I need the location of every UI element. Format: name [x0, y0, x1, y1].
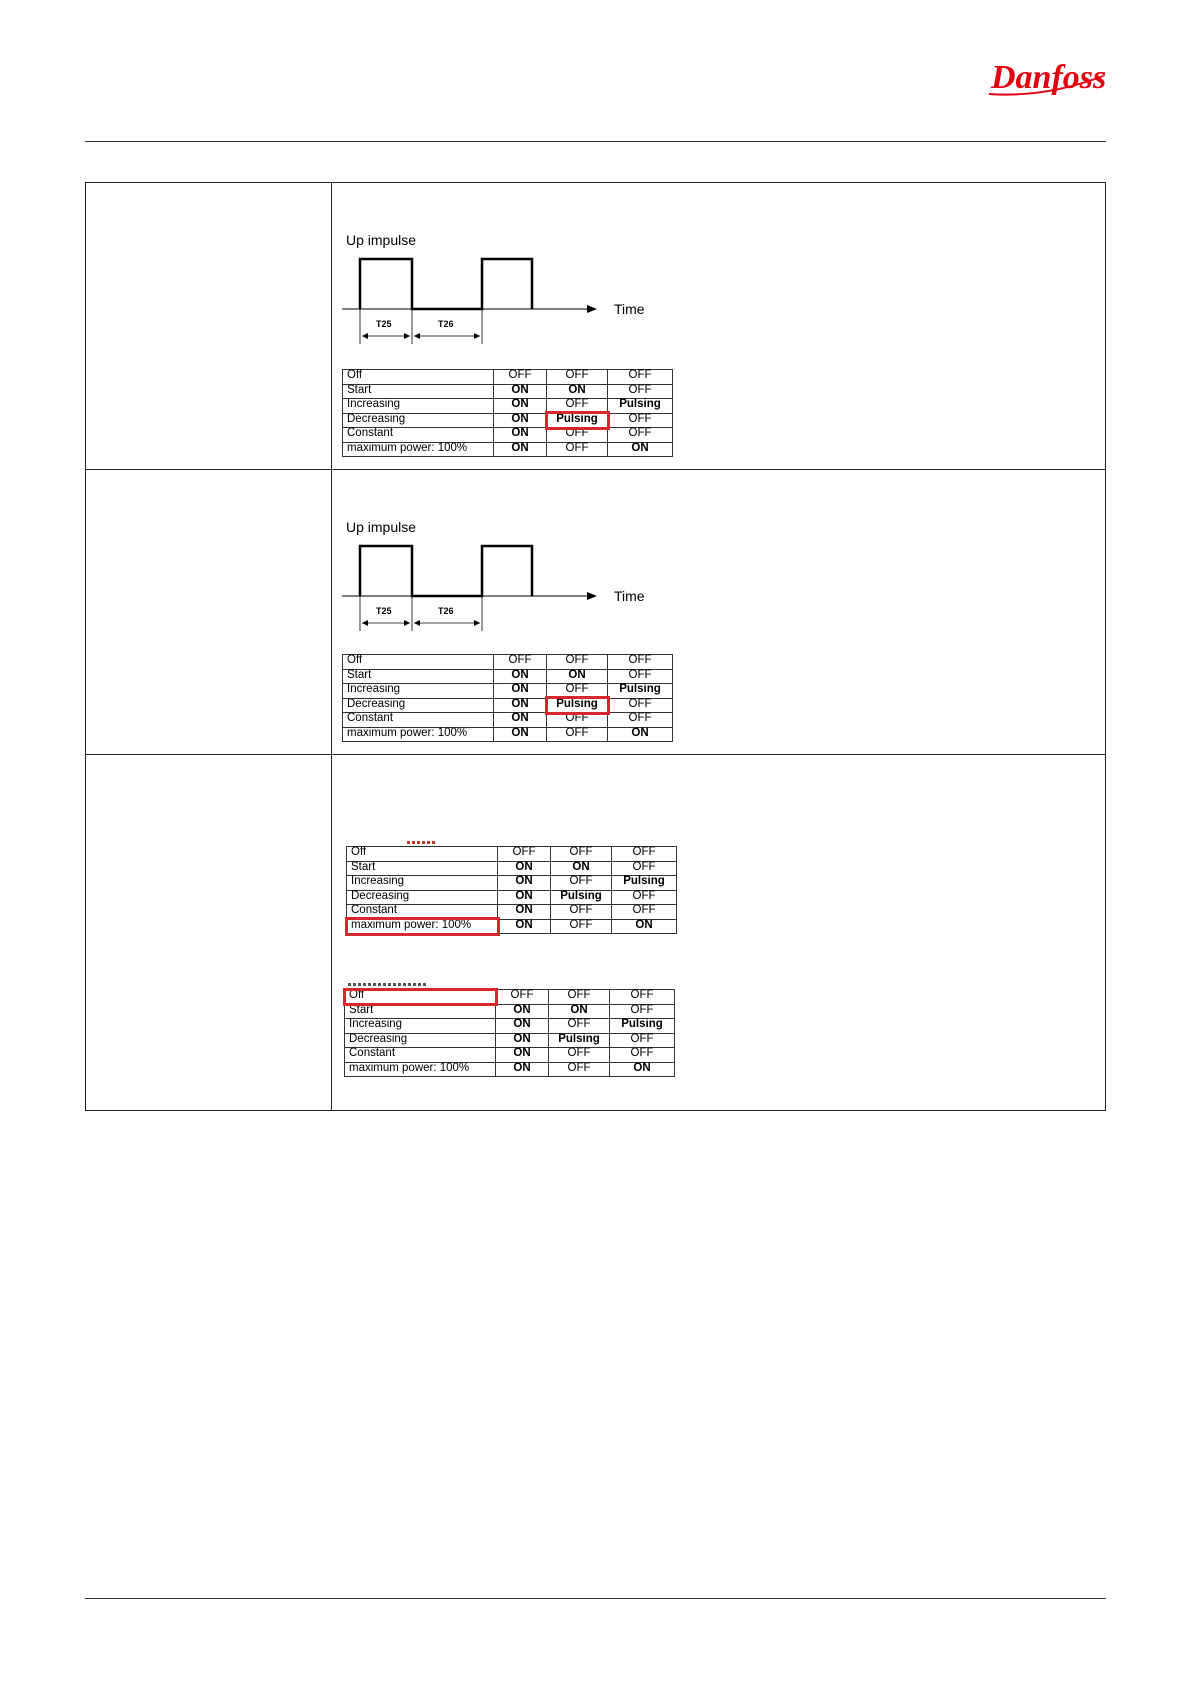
state-value: ON [498, 861, 551, 876]
state-value: ON [498, 890, 551, 905]
cropped-caption [348, 983, 428, 986]
table-row [347, 876, 677, 891]
footer-rule [85, 1598, 1106, 1599]
table-row [347, 847, 677, 862]
state-value: ON [549, 1004, 610, 1019]
state-value: OFF [547, 399, 608, 414]
state-label: Decreasing [343, 698, 494, 713]
state-value: OFF [547, 442, 608, 457]
table-row [347, 905, 677, 920]
state-value: ON [496, 1019, 549, 1034]
state-label: Start [343, 669, 494, 684]
table-row [347, 890, 677, 905]
state-label: Increasing [343, 399, 494, 414]
header-rule [85, 141, 1106, 142]
state-value: OFF [547, 428, 608, 443]
state-value: OFF [549, 1019, 610, 1034]
state-value: ON [498, 919, 551, 934]
state-value: OFF [547, 727, 608, 742]
state-value: OFF [612, 861, 677, 876]
state-value: OFF [608, 655, 673, 670]
t26-label: T26 [438, 319, 454, 329]
state-value: ON [608, 727, 673, 742]
state-value: ON [547, 384, 608, 399]
state-value: ON [610, 1062, 675, 1077]
state-value: ON [494, 384, 547, 399]
row-content-cell [332, 755, 1106, 1111]
state-label: maximum power: 100% [343, 442, 494, 457]
danfoss-logo-text: Danfoss [991, 59, 1107, 96]
state-value: OFF [608, 669, 673, 684]
state-label: Increasing [345, 1019, 496, 1034]
state-value: OFF [494, 370, 547, 385]
state-label: maximum power: 100% [343, 727, 494, 742]
state-value: OFF [547, 684, 608, 699]
highlight-box: Pulsing [547, 698, 608, 713]
table-row [86, 470, 1106, 755]
state-value: OFF [496, 990, 549, 1005]
state-label: Increasing [347, 876, 498, 891]
state-value: OFF [608, 698, 673, 713]
state-value: ON [494, 684, 547, 699]
state-label: maximum power: 100% [345, 1062, 496, 1077]
table-row [343, 370, 673, 385]
state-label: Decreasing [345, 1033, 496, 1048]
table-row [343, 684, 673, 699]
state-value: ON [612, 919, 677, 934]
highlight-box: Pulsing [547, 413, 608, 428]
state-value: Pulsing [612, 876, 677, 891]
state-value: OFF [494, 655, 547, 670]
state-value: OFF [608, 384, 673, 399]
diagram-title: Up impulse [346, 519, 417, 535]
row-label-cell [86, 470, 332, 755]
t25-label: T25 [376, 319, 392, 329]
row-content-cell [332, 183, 1106, 470]
state-value: ON [494, 669, 547, 684]
table-row [345, 1048, 675, 1063]
state-value: Pulsing [608, 684, 673, 699]
state-value: Pulsing [549, 1033, 610, 1048]
highlight-box: maximum power: 100% [347, 919, 498, 934]
parameter-table [85, 182, 1106, 1111]
state-value: OFF [551, 847, 612, 862]
state-table [344, 989, 675, 1077]
t25-label: T25 [376, 606, 392, 616]
state-label: Constant [345, 1048, 496, 1063]
state-label: Start [345, 1004, 496, 1019]
state-value: ON [498, 905, 551, 920]
table-row [345, 990, 675, 1005]
state-label: Decreasing [347, 890, 498, 905]
state-table [342, 369, 673, 457]
state-value: OFF [549, 990, 610, 1005]
state-value: OFF [547, 713, 608, 728]
table-row [347, 861, 677, 876]
table-row [345, 1004, 675, 1019]
table-row [343, 698, 673, 713]
state-label: Constant [343, 713, 494, 728]
table-row [343, 727, 673, 742]
row-label-cell [86, 755, 332, 1111]
state-value: ON [608, 442, 673, 457]
up-impulse-diagram [342, 229, 645, 349]
state-value: ON [547, 669, 608, 684]
state-value: ON [494, 428, 547, 443]
table-row [345, 1019, 675, 1034]
state-value: ON [494, 727, 547, 742]
state-value: OFF [610, 990, 675, 1005]
state-label: Increasing [343, 684, 494, 699]
cropped-caption [407, 841, 437, 844]
state-value: ON [494, 713, 547, 728]
state-value: OFF [547, 370, 608, 385]
state-value: ON [496, 1048, 549, 1063]
state-value: OFF [610, 1033, 675, 1048]
state-label: Start [343, 384, 494, 399]
state-value: ON [496, 1033, 549, 1048]
state-value: OFF [551, 876, 612, 891]
table-row [86, 755, 1106, 1111]
state-value: Pulsing [608, 399, 673, 414]
state-value: OFF [608, 370, 673, 385]
state-value: ON [494, 442, 547, 457]
table-row [343, 428, 673, 443]
table-row [345, 1062, 675, 1077]
state-label: Off [343, 370, 494, 385]
state-label: Off [343, 655, 494, 670]
row-content-cell [332, 470, 1106, 755]
state-value: OFF [612, 890, 677, 905]
highlight-box: Off [345, 990, 496, 1005]
t26-label: T26 [438, 606, 454, 616]
state-value: OFF [608, 413, 673, 428]
table-row [343, 669, 673, 684]
danfoss-logo [985, 54, 1107, 102]
table-row [343, 442, 673, 457]
state-value: OFF [610, 1048, 675, 1063]
state-value: ON [496, 1004, 549, 1019]
state-value: OFF [551, 905, 612, 920]
state-label: Constant [347, 905, 498, 920]
table-row [86, 183, 1106, 470]
state-value: OFF [608, 428, 673, 443]
state-value: OFF [549, 1048, 610, 1063]
state-label: Start [347, 861, 498, 876]
state-value: OFF [549, 1062, 610, 1077]
state-value: ON [494, 698, 547, 713]
up-impulse-diagram [342, 516, 645, 636]
state-label: Decreasing [343, 413, 494, 428]
time-label: Time [614, 588, 645, 604]
table-row [343, 713, 673, 728]
state-table [342, 654, 673, 742]
table-row [343, 384, 673, 399]
time-label: Time [614, 301, 645, 317]
state-label: Off [347, 847, 498, 862]
table-row [347, 919, 677, 934]
table-row [343, 655, 673, 670]
state-value: OFF [547, 655, 608, 670]
state-value: OFF [612, 905, 677, 920]
row-label-cell [86, 183, 332, 470]
diagram-title: Up impulse [346, 232, 417, 248]
state-value: OFF [551, 919, 612, 934]
state-table [346, 846, 677, 934]
state-value: ON [494, 413, 547, 428]
state-value: OFF [608, 713, 673, 728]
table-row [345, 1033, 675, 1048]
state-value: Pulsing [551, 890, 612, 905]
state-value: OFF [610, 1004, 675, 1019]
state-value: OFF [612, 847, 677, 862]
state-label: Constant [343, 428, 494, 443]
state-value: ON [498, 876, 551, 891]
state-value: ON [494, 399, 547, 414]
state-value: ON [551, 861, 612, 876]
table-row [343, 413, 673, 428]
state-value: OFF [498, 847, 551, 862]
state-value: Pulsing [610, 1019, 675, 1034]
state-value: ON [496, 1062, 549, 1077]
table-row [343, 399, 673, 414]
